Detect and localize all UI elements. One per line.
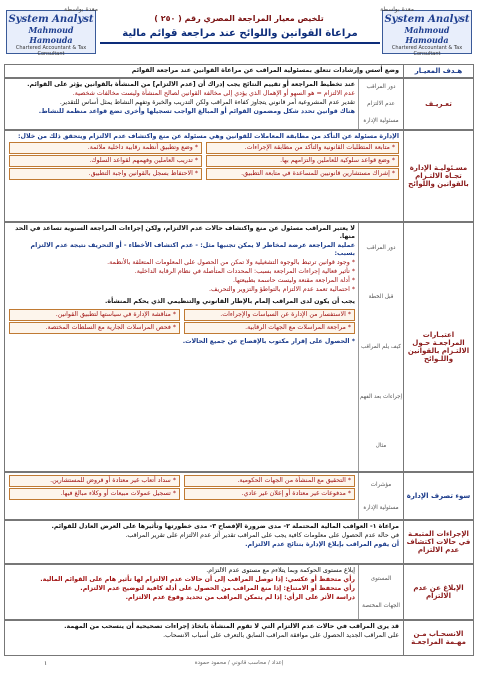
row-label: اعتبـارات المراجعـة حـول الالتـزام بالقوانين واللـوائح bbox=[403, 223, 473, 471]
badge-left: معدة بواسطة bbox=[64, 6, 98, 13]
row-objective bbox=[4, 64, 474, 78]
bullet: * مدفوعات غير معتادة أو إعلان غير عادي. bbox=[184, 488, 355, 500]
logo-name: Mahmoud Hamouda bbox=[404, 25, 450, 45]
document-page bbox=[4, 4, 474, 672]
side-label: مسئولية الإدارة bbox=[363, 504, 399, 511]
bullet: * التحقيق مع المنشأة من الجهات الحكومية. bbox=[184, 475, 355, 487]
bullet: * فحص المراسلات الجارية مع السلطات المختصة. bbox=[9, 322, 180, 334]
row-line: قد يرى المراقب في حالات عدم الالتزام التي لا تقوم المنشأة باتخاذ إجراءات تصحيحية أن ينسحب من المهمة. bbox=[64, 623, 399, 630]
row-procedures bbox=[4, 520, 474, 564]
footer: إعداد / محاسب قانوني / محمود حمودة bbox=[194, 660, 284, 666]
side-label: دور المراقب bbox=[366, 84, 396, 91]
row-definition bbox=[4, 78, 474, 130]
row-body bbox=[5, 131, 403, 221]
row-management-misconduct bbox=[4, 472, 474, 520]
badge-right: معدة بواسطة bbox=[380, 6, 414, 13]
row-label: تعـريـف bbox=[403, 79, 473, 129]
subtitle: تلخيص معيار المراجعة المصري رقم ( ٢٥٠ ) bbox=[154, 14, 324, 23]
row-reporting bbox=[4, 564, 474, 620]
row-body bbox=[5, 79, 359, 129]
bullet: * مناقشة الإدارة في سياستها لتطبيق القوانين. bbox=[9, 309, 180, 321]
row-line: * وجود قوانين ترتبط بالوجوه التشغيلية ولا تمكن من الحصول على المعلومات المتعلقة بالأنظمة. bbox=[107, 259, 355, 266]
row-line: مراعاة ١- العواقب المالية المحتملة ٢- مدى ضرورة الإفصاح ٣- مدى خطورتها وتأثيرها على العرض العادل للقوائم. bbox=[51, 523, 399, 530]
row-body bbox=[5, 621, 403, 655]
row-body bbox=[5, 521, 403, 563]
row-body bbox=[5, 473, 359, 519]
row-label: الانسحـاب مـن مهـمة المراجعـة bbox=[403, 621, 473, 655]
bullet: * الاستفسار من الإدارة عن السياسات والإجراءات. bbox=[184, 309, 355, 321]
row-body bbox=[5, 65, 403, 77]
bullet: * إشراك مستشارين قانونيين للمساعدة في متابعة التطبيق. bbox=[206, 168, 399, 180]
bullet: * متابعة المتطلبات القانونية والتأكد من مطابقة الإجراءات. bbox=[206, 142, 399, 154]
side-labels bbox=[358, 79, 403, 129]
row-line: عملية المراجعة عرضة لمخاطر لا يمكن تجنبها مثل: - عدم اكتشاف الأخطاء - أو التحريف نتيجة عدم الالتزام بسبب: bbox=[30, 242, 355, 257]
logo-sub: Chartered Accountant & Tax Consultant bbox=[15, 45, 87, 57]
row-line: هناك قوانين تحدد شكل ومضمون القوائم أو المبالغ الواجب تسجيلها وأخرى تضع قواعد منظمة للنشاط. bbox=[38, 108, 355, 115]
row-line: يجب أن يكون لدى المراقب إلمام بالإطار القانوني والتنظيمي الذي يحكم المنشأة. bbox=[105, 298, 355, 305]
bullet: * الاحتفاظ بسجل بالقوانين واجبة التطبيق. bbox=[9, 168, 202, 180]
row-label: الإبلاغ عن عدم الالتزام bbox=[403, 565, 473, 619]
bullet: * وضع قواعد سلوكية للعاملين والتزامهم بها. bbox=[206, 155, 399, 167]
row-audit-considerations bbox=[4, 222, 474, 472]
row-line: دراسة الأثر على الرأي: إذا لم يتمكن المراقب من تحديد وقوع عدم الالتزام. bbox=[125, 594, 355, 601]
row-line: رأي متحفظ أو عكسي: إذا توصل المراقب إلى أن حالات عدم الالتزام لها تأثير هام على القوائم المالية. bbox=[40, 576, 355, 583]
logo-right bbox=[382, 10, 472, 57]
bullet: * مراجعة المراسلات مع الجهات الرقابية. bbox=[184, 322, 355, 334]
side-label: قبل الخطة bbox=[368, 294, 394, 301]
row-label: الإجراءات المتبعـة في حالات اكتشاف عدم الالتزام bbox=[403, 521, 473, 563]
row-line: * الحصول على إقرار مكتوب بالإفصاح عن جميع الحالات. bbox=[182, 338, 355, 345]
row-withdrawal bbox=[4, 620, 474, 656]
side-label: كيف يلم المراقب bbox=[360, 343, 402, 350]
side-labels bbox=[358, 565, 403, 619]
row-label: مسـئوليـة الإدارة تجـاه الالتـزام بالقوانين واللوائح bbox=[403, 131, 473, 221]
bullet: * تدريب العاملين وفهمهم لقواعد السلوك. bbox=[9, 155, 202, 167]
row-line: في حالة عدم الحصول على معلومات كافية يجب على المراقب تقدير أثر عدم الالتزام على تقرير المراقب. bbox=[125, 532, 399, 539]
row-line: * أدلة المراجعة مقنعة وليست حاسمة بطبيعتها. bbox=[233, 277, 355, 284]
bullet-grid bbox=[9, 309, 355, 335]
side-labels bbox=[358, 223, 403, 471]
side-label: مسئولية الإدارة bbox=[363, 117, 399, 124]
row-management-responsibility bbox=[4, 130, 474, 222]
logo-name: Mahmoud Hamouda bbox=[28, 25, 74, 45]
bullet: * تسجيل عمولات مبيعات أو وكلاء مبالغ فيها. bbox=[9, 488, 180, 500]
side-label: المستوى bbox=[370, 575, 392, 582]
row-body bbox=[5, 565, 359, 619]
header bbox=[4, 4, 474, 62]
row-body bbox=[5, 223, 359, 471]
page-number: ١ bbox=[44, 660, 48, 667]
row-line: * احتمالية تعمد عدم الالتزام بالتواطؤ والتزوير والتحريف. bbox=[209, 286, 355, 293]
logo-title: System Analyst bbox=[8, 14, 94, 25]
row-line: تقدير عدم المشروعية أمر قانوني يتجاوز كفاءة المراقب ولكن التدريب والخبرة وتفهم النشاط يمثل أساس للتقدير. bbox=[59, 99, 355, 106]
side-label: إجراءات بعد الفهم bbox=[359, 393, 403, 400]
logo-sub: Chartered Accountant & Tax Consultant bbox=[391, 45, 463, 57]
row-label: سوء تصرف الإدارة bbox=[403, 473, 473, 519]
side-label: الجهات المختصة bbox=[362, 602, 400, 609]
bullet: * سداد أتعاب غير معتادة أو قروض للمستشارين. bbox=[9, 475, 180, 487]
side-label: مثال bbox=[375, 443, 387, 450]
row-line: لا يعتبر المراقب مسئول عن منع واكتشاف حالات عدم الالتزام، ولكن إجراءات المراجعة السنوية تساعد في الحد منها. bbox=[15, 225, 355, 240]
logo-left bbox=[6, 10, 96, 57]
row-line: عدم الالتزام = هو السهو أو الإهمال الذي يؤدي إلى مخالفة القوانين لصالح المنشأة وليست مخالفات شخصية. bbox=[72, 90, 355, 97]
side-labels bbox=[358, 473, 403, 519]
bullet-grid bbox=[9, 475, 355, 501]
row-line: إبلاغ مستوى الحوكمة وبما يتلاءم مع مستوى عدم الالتزام. bbox=[206, 567, 355, 574]
row-label: هـدف المعيـار bbox=[403, 65, 473, 77]
side-label: دور المراقب bbox=[366, 244, 396, 251]
logo-title: System Analyst bbox=[384, 14, 470, 25]
row-line: أن يقوم المراقب بإبلاغ الإدارة بنتائج عدم الالتزام. bbox=[245, 541, 399, 548]
row-line: وضع أسس وإرشادات تتعلق بمسئولية المراقب عن مراعاة القوانين عند مراجعة القوائم bbox=[131, 67, 399, 74]
row-line: عند تخطيط المراجعة أو تقييم النتائج يجب إدراك أن [عدم الالتزام] من المنشأة بالقوانين يؤثر على القوائم. bbox=[27, 81, 355, 88]
bullet-grid bbox=[9, 142, 399, 181]
row-line: على المراقب الجديد الحصول على موافقة المراقب السابق بالتعرف على أسباب الانسحاب. bbox=[163, 632, 399, 639]
bullet: * وضع وتطبيق أنظمة رقابية داخلية ملائمة. bbox=[9, 142, 202, 154]
row-line: رأي متحفظ أو الامتناع: إذا منع المراقب من الحصول على أدلة كافية لتوضيح عدم الالتزام. bbox=[80, 585, 355, 592]
side-label: مؤشرات bbox=[370, 481, 392, 488]
page-title: مراعاة القوانين واللوائح عند مراجعة قوائم مالية bbox=[100, 28, 380, 44]
row-line: * تأثير فعالية إجراءات المراجعة بسبب: المحددات المتأصلة في نظام الرقابة الداخلية. bbox=[134, 268, 355, 275]
side-label: عدم الالتزام bbox=[367, 100, 395, 107]
row-line: الإدارة مسئولة عن التأكد من مطابقة المعاملات للقوانين وهي مسئولة عن منع واكتشاف عدم الالتزام ويتحقق ذلك من خلال: bbox=[17, 133, 399, 140]
